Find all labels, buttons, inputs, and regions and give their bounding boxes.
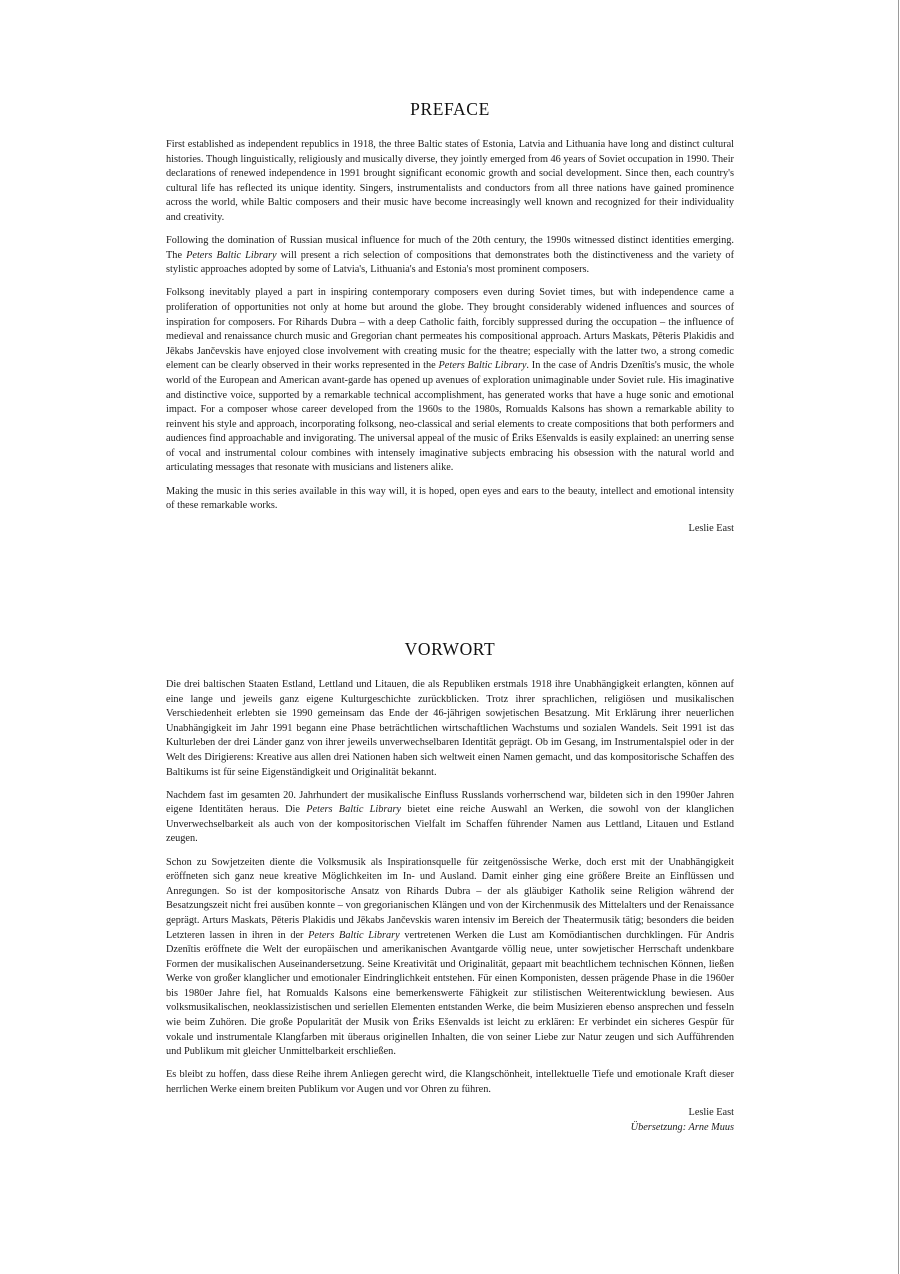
vorwort-heading: VORWORT bbox=[404, 639, 496, 659]
vorwort-section bbox=[166, 638, 734, 1135]
preface-section bbox=[166, 98, 734, 537]
paragraph-text: Nachdem fast im gesamten 20. Jahrhundert der musikalische Einfluss Russlands vorherrschend war, bildeten sich in den 1990er Jahren eigene Identitäten heraus. Die bbox=[166, 789, 734, 816]
page-edge-rule bbox=[898, 0, 899, 1274]
italic-title-text: Peters Baltic Library bbox=[186, 249, 277, 261]
italic-title-text: Peters Baltic Library bbox=[306, 804, 402, 816]
paragraph bbox=[166, 789, 734, 847]
paragraph bbox=[166, 286, 734, 476]
vorwort-signature: Leslie East bbox=[688, 1107, 734, 1119]
paragraph-text: Making the music in this series available in this way will, it is hoped, open eyes and ears to the beauty, intellect and emotional intensity of these remarkable works. bbox=[166, 485, 734, 512]
paragraph bbox=[166, 138, 734, 226]
paragraph-text: Schon zu Sowjetzeiten diente die Volksmusik als Inspirationsquelle für zeitgenössische Werke, doch erst mit der Unabhängigkeit eröffneten sich ganz neue kreative Möglichkeiten im In- und Ausland. Damit einher ging eine größere Breite an Einflüssen und Anregungen. So ist der kompositorische Ansatz von Rihards Dubra – der als gläubiger Katholik seine Religion während der Besatzungszeit nicht frei ausüben konnte – von gregorianischen Klängen und von der Kirchenmusik des Mittelalters und der Renaissance geprägt. Arturs Maskats, Pēteris Plakidis und Jēkabs Jančevskis waren intensiv im Bereich der Theatermusik tätig; besonders die beiden Letzteren lassen in ihren in der bbox=[166, 856, 734, 941]
paragraph bbox=[166, 856, 734, 1060]
paragraph-text: bietet eine reiche Auswahl an Werken, die sowohl von der klanglichen Unverwechselbarkeit als auch von der kompositorischen Vielfalt im Schaffen führender Namen aus Lettland, Litauen und Estland zeugen. bbox=[166, 804, 735, 845]
paragraph-text: vertretenen Werken die Lust am Komödiantischen durchklingen. Für Andris Dzenītis eröffnete die Welt der europäischen und amerikanischen Avantgarde völlig neue, unter sowjetischer Herrschaft undenkbare Formen der musikalischen Auseinandersetzung. Seine Kreativität und Originalität, gepaart mit beachtlichem technischen Können, ließen Werke von großer klanglicher und emotionaler Eindringlichkeit entstehen. Für einen Komponisten, dessen prägende Phase in die 1960er bis 1980er Jahre fiel, hat Romualds Kalsons eine bemerkenswerte Fähigkeit zur stilistischen Weiterentwicklung bewiesen. Aus volksmusikalischen, neoklassizistischen und seriellen Elementen entstanden Werke, die beim Musizieren ebenso ansprechen und fesseln wie beim Zuhören. Die große Popularität der Musik von Ēriks Ešenvalds ist leicht zu erklären: Er verbindet ein sicheres Gespür für vokale und instrumentale Klangfarben mit überaus originellen Inhalten, die von seiner Liebe zur Natur zeugen und sich Aufführenden und Publikum mit gleicher Unmittelbarkeit erschließen. bbox=[166, 929, 735, 1058]
paragraph-text: Following the domination of Russian musical influence for much of the 20th century, the 1990s witnessed distinct identities emerging. The bbox=[166, 235, 734, 261]
paragraph bbox=[166, 1068, 734, 1097]
preface-heading: PREFACE bbox=[410, 99, 490, 119]
italic-title-text: Peters Baltic Library bbox=[308, 929, 400, 941]
paragraph bbox=[166, 234, 734, 278]
paragraph-text: First established as independent republics in 1918, the three Baltic states of Estonia, Latvia and Lithuania have long and distinct cultural histories. Though linguistically, religiously and musically diverse, they jointly emerged from 46 years of Soviet occupation in 1990. Their declarations of renewed independence in 1991 brought significant economic growth and social development. Since then, each country's cultural life has reflected its unique identity. Singers, instrumentalists and conductors from all three nations have gained prominence across the world, while Baltic composers and their music have become increasingly well known and recognized for their individuality and creativity. bbox=[166, 139, 734, 223]
italic-title-text: Peters Baltic Library bbox=[438, 360, 527, 372]
paragraph-text: . In the case of Andris Dzenītis's music, the whole world of the European and American avant-garde has opened up avenues of exploration unimaginable under Soviet rule. His imaginative and distinctive voice, supported by a remarkable technical accomplishment, has generated works that have a huge sonic and emotional impact. For a composer whose career developed from the 1960s to the 1980s, Romualds Kalsons has shown a remarkable ability to reinvent his style and approach, incorporating folksong, neo-classical and serial elements to create compositions that both performers and audiences find approachable and invigorating. The universal appeal of the music of Ēriks Ešenvalds is easily explained: an unerring sense of vocal and instrumental colour combines with intensely imaginative subjects embracing his obsession with the natural world and articulating messages that resonate with musicians and listeners alike. bbox=[166, 360, 735, 474]
paragraph-text: will present a rich selection of compositions that demonstrates both the distinctiveness and the variety of stylistic approaches adopted by some of Latvia's, Lithuania's and Estonia's most prominent composers. bbox=[166, 249, 734, 276]
paragraph-text: Folksong inevitably played a part in inspiring contemporary composers even during Soviet times, but with independence came a proliferation of opportunities not only at home but around the globe. They brought considerably widened influences and sources of inspiration for composers. For Rihards Dubra – with a deep Catholic faith, forcibly suppressed during the occupation – the influence of medieval and renaissance church music and Gregorian chant permeates his compositional approach. Arturs Maskats, Pēteris Plakidis and Jēkabs Jančevskis have enjoyed close involvement with creating music for the theatre; especially with the latter two, a strong comedic element can be clearly observed in their works represented in the bbox=[166, 287, 734, 372]
paragraph-text: Es bleibt zu hoffen, dass diese Reihe ihrem Anliegen gerecht wird, die Klangschönheit, intellektuelle Tiefe und emotionale Kraft dieser herrlichen Werke einem breiten Publikum vor Augen und vor Ohren zu führen. bbox=[166, 1069, 734, 1095]
preface-body bbox=[166, 138, 734, 514]
paragraph bbox=[166, 485, 734, 514]
vorwort-body bbox=[166, 678, 734, 1098]
vorwort-translator-credit: Übersetzung: Arne Muus bbox=[630, 1121, 734, 1133]
preface-signature: Leslie East bbox=[688, 523, 734, 535]
paragraph bbox=[166, 678, 734, 780]
paragraph-text: Die drei baltischen Staaten Estland, Lettland und Litauen, die als Republiken erstmals 1918 ihre Unabhängigkeit erlangten, können auf eine lange und jeweils ganz eigene Kulturgeschichte zurückblicken. Trotz ihrer sprachlichen, religiösen und musikalischen Verschiedenheit erlebten sie 1990 gemeinsam das Ende der 46-jährigen sowjetischen Besatzung. Mit Erklärung ihrer neuerlichen Unabhängigkeit im Jahr 1991 begann eine Phase beträchtlichen wirtschaftlichen Wachstums und sozialen Wandels. Seit 1991 ist das Kulturleben der drei Länder ganz von ihrer jeweils unverwechselbaren Identität geprägt. Ob im Gesang, im Instrumentalspiel oder in der Welt des Dirigierens: Kreative aus allen drei Nationen haben sich weltweit einen Namen gemacht, und das kompositorische Schaffen des Baltikums ist für seine Eigenständigkeit und Originalität bekannt. bbox=[166, 679, 734, 778]
